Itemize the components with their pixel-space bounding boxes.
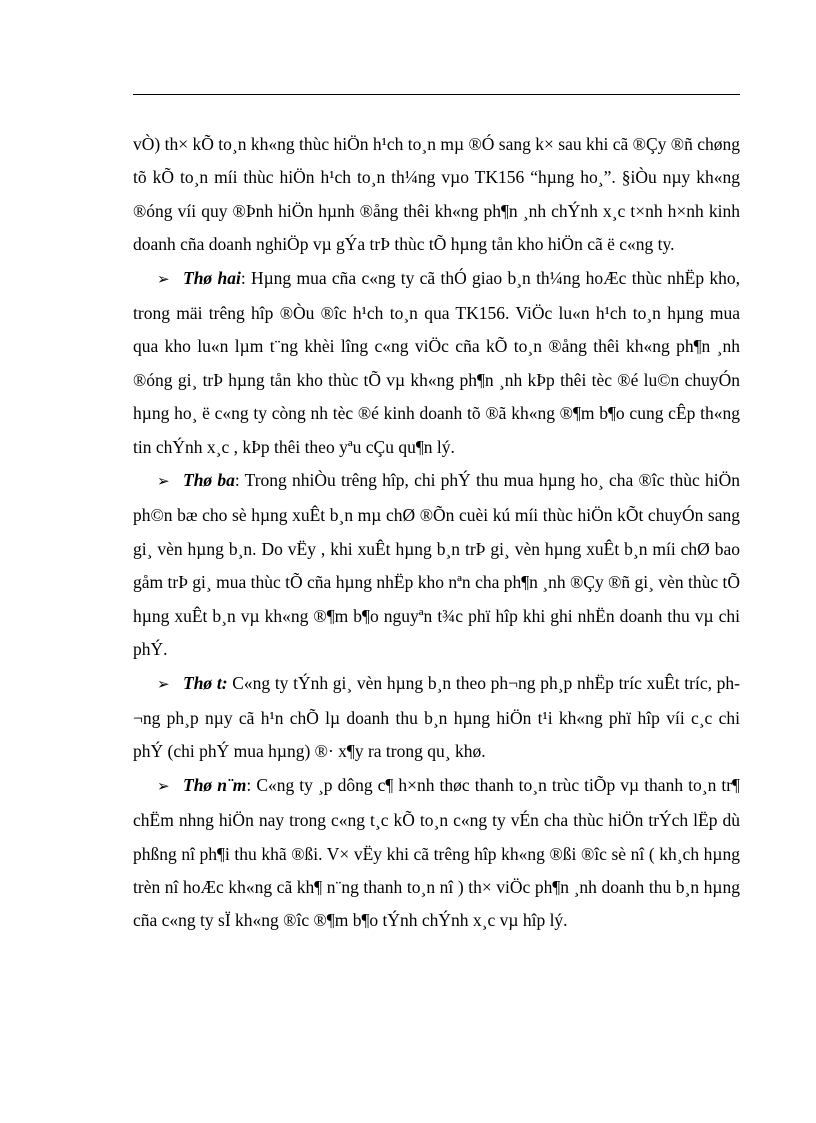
page-body bbox=[133, 128, 740, 938]
paragraph-3 bbox=[133, 464, 740, 666]
paragraph-lead: Thø t: bbox=[183, 672, 228, 693]
arrowhead-bullet-icon: ➢ bbox=[157, 474, 170, 491]
paragraph-2 bbox=[133, 262, 740, 464]
header-rule bbox=[133, 94, 740, 95]
paragraph-text: vÒ) th× kÕ to¸n kh«ng thùc hiÖn h¹ch to¸n mµ ®Ó sang k× sau khi cã ®Çy ®ñ chøng tõ kÕ to¸n míi thùc hiÖn h¹ch to¸n th¼ng vµo TK156 “hµng ho¸”. §iÒu nµy kh«ng ®óng víi quy ®Þnh hiÖn hµnh ®ång thêi kh«ng ph¶n ¸nh chÝnh x¸c t×nh h×nh kinh doanh cña doanh nghiÖp vµ gÝa trÞ thùc tÕ hµng tån kho hiÖn cã ë c«ng ty. bbox=[133, 134, 740, 255]
paragraph-text: : Hµng mua cña c«ng ty cã thÓ giao b¸n th¼ng hoÆc thùc nhËp kho, trong mäi trêng hîp ®Òu ®îc h¹ch to¸n qua TK156. ViÖc lu«n h¹ch to¸n hµng mua qua kho lu«n lµm t¨ng khèi lîng c«ng viÖc cña kÕ to¸n ®ång thêi kh«ng ph¶n ¸nh ®óng gi¸ trÞ hµng tån kho thùc tÕ vµ kh«ng ph¶n ¸nh kÞp thêi tèc ®é lu©n chuyÓn hµng ho¸ ë c«ng ty còng nh tèc ®é kinh doanh tõ ®ã kh«ng ®¶m b¶o cung cÊp th«ng tin chÝnh x¸c , kÞp thêi theo yªu cÇu qu¶n lý. bbox=[133, 267, 740, 457]
paragraph-5 bbox=[133, 769, 740, 938]
arrowhead-bullet-icon: ➢ bbox=[157, 271, 170, 288]
arrowhead-bullet-icon: ➢ bbox=[157, 778, 170, 795]
paragraph-text: : C«ng ty ¸p dông c¶ h×nh thøc thanh to¸n trùc tiÕp vµ thanh to¸n tr¶ chËm nhng hiÖn nay trong c«ng t¸c kÕ to¸n c«ng ty vÉn cha thùc hiÖn trÝch lËp dù phßng nî ph¶i thu khã ®ßi. V× vËy khi cã trêng hîp kh«ng ®ßi ®îc sè nî ( kh¸ch hµng trèn nî hoÆc kh«ng cã kh¶ n¨ng thanh to¸n nî ) th× viÖc ph¶n ¸nh doanh thu b¸n hµng cña c«ng ty sÏ kh«ng ®îc ®¶m b¶o tÝnh chÝnh x¸c vµ hîp lý. bbox=[133, 774, 740, 931]
paragraph-text: C«ng ty tÝnh gi¸ vèn hµng b¸n theo ph¬ng ph¸p nhËp tríc xuÊt tríc, ph¬ng ph¸p nµy cã h¹n chÕ lµ doanh thu b¸n hµng hiÖn t¹i kh«ng phï hîp víi c¸c chi phÝ (chi phÝ mua hµng) ®· x¶y ra trong qu¸ khø. bbox=[133, 672, 740, 762]
paragraph-4 bbox=[133, 667, 740, 769]
paragraph-text: : Trong nhiÒu trêng hîp, chi phÝ thu mua hµng ho¸ cha ®îc thùc hiÖn ph©n bæ cho sè hµng xuÊt b¸n mµ chØ ®Õn cuèi kú míi thùc hiÖn kÕt chuyÓn sang gi¸ vèn hµng b¸n. Do vËy , khi xuÊt hµng b¸n trÞ gi¸ vèn hµng xuÊt b¸n míi chØ bao gåm trÞ gi¸ mua thùc tÕ cña hµng nhËp kho nªn cha ph¶n ¸nh ®Çy ®ñ gi¸ vèn thùc tÕ hµng xuÊt b¸n vµ kh«ng ®¶m b¶o nguyªn t¾c phï hîp khi ghi nhËn doanh thu vµ chi phÝ. bbox=[133, 470, 740, 660]
arrowhead-bullet-icon: ➢ bbox=[157, 676, 170, 693]
paragraph-1 bbox=[133, 128, 740, 262]
paragraph-lead: Thø n¨m bbox=[183, 774, 247, 795]
paragraph-lead: Thø ba bbox=[183, 470, 235, 491]
paragraph-lead: Thø hai bbox=[183, 267, 241, 288]
